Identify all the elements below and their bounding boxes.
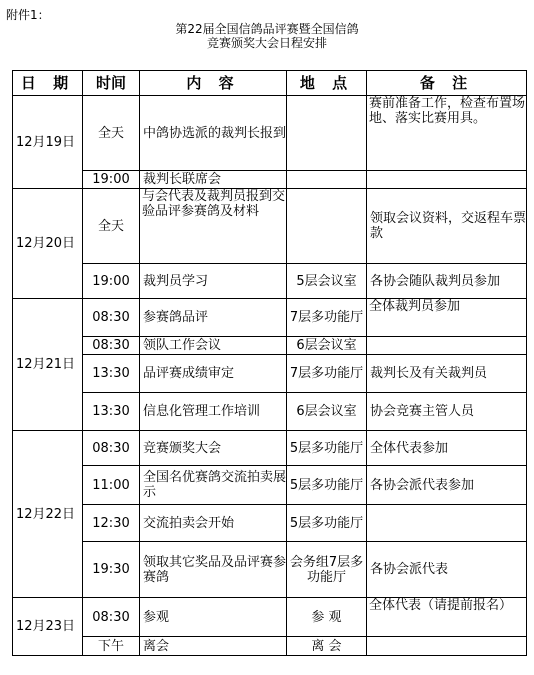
- header-date: 日 期: [13, 71, 83, 96]
- table-row: [13, 189, 527, 264]
- note-cell: [367, 637, 527, 656]
- document-title-line2: 竞赛颁奖大会日程安排: [206, 36, 327, 50]
- place-cell: 6层会议室: [287, 337, 367, 355]
- time-cell: 08:30: [83, 299, 140, 337]
- note-cell: 各协会派代表: [367, 542, 527, 598]
- place-cell: [287, 96, 367, 171]
- time-cell: 全天: [83, 96, 140, 171]
- table-row: [13, 171, 527, 189]
- time-cell: 13:30: [83, 393, 140, 431]
- place-cell: 5层多功能厅: [287, 431, 367, 466]
- table-row: [13, 431, 527, 466]
- time-cell: 全天: [83, 189, 140, 264]
- note-cell: 领取会议资料，交返程车票款: [367, 189, 527, 264]
- place-cell: 5层会议室: [287, 264, 367, 299]
- header-row: [13, 71, 527, 96]
- content-cell: 竞赛颁奖大会: [140, 431, 287, 466]
- note-cell: 裁判长及有关裁判员: [367, 355, 527, 393]
- time-cell: 08:30: [83, 431, 140, 466]
- note-cell: [367, 505, 527, 542]
- table-row: [13, 637, 527, 656]
- note-cell: [367, 171, 527, 189]
- place-cell: 5层多功能厅: [287, 466, 367, 505]
- header-content: 内 容: [140, 71, 287, 96]
- table-row: [13, 96, 527, 171]
- table-row: [13, 299, 527, 337]
- content-cell: 全国名优赛鸽交流拍卖展示: [140, 466, 287, 505]
- schedule-table: [12, 70, 527, 656]
- content-cell: 参观: [140, 598, 287, 637]
- table-row: [13, 466, 527, 505]
- time-cell: 13:30: [83, 355, 140, 393]
- attachment-label: 附件1：: [6, 8, 50, 22]
- content-cell: 领队工作会议: [140, 337, 287, 355]
- table-row: [13, 355, 527, 393]
- time-cell: 19:00: [83, 171, 140, 189]
- time-cell: 12:30: [83, 505, 140, 542]
- table-row: [13, 393, 527, 431]
- content-cell: 领取其它奖品及品评赛参赛鸽: [140, 542, 287, 598]
- date-cell: 12月21日: [13, 299, 83, 431]
- date-cell: 12月22日: [13, 431, 83, 598]
- time-cell: 08:30: [83, 598, 140, 637]
- content-cell: 离会: [140, 637, 287, 656]
- time-cell: 11:00: [83, 466, 140, 505]
- content-cell: 品评赛成绩审定: [140, 355, 287, 393]
- table-row: [13, 264, 527, 299]
- content-cell: 中鸽协选派的裁判长报到: [140, 96, 287, 171]
- place-cell: 5层多功能厅: [287, 505, 367, 542]
- content-cell: 信息化管理工作培训: [140, 393, 287, 431]
- content-cell: 参赛鸽品评: [140, 299, 287, 337]
- note-cell: 协会竞赛主管人员: [367, 393, 527, 431]
- place-cell: 7层多功能厅: [287, 355, 367, 393]
- date-cell: 12月20日: [13, 189, 83, 299]
- note-cell: 各协会随队裁判员参加: [367, 264, 527, 299]
- place-cell: [287, 171, 367, 189]
- header-time: 时间: [83, 71, 140, 96]
- content-cell: 裁判员学习: [140, 264, 287, 299]
- time-cell: 下午: [83, 637, 140, 656]
- note-cell: 全体裁判员参加: [367, 299, 527, 337]
- place-cell: 参 观: [287, 598, 367, 637]
- note-cell: 全体代表参加: [367, 431, 527, 466]
- header-place: 地 点: [287, 71, 367, 96]
- header-note: 备 注: [367, 71, 527, 96]
- note-cell: 全体代表（请提前报名）: [367, 598, 527, 637]
- place-cell: [287, 189, 367, 264]
- date-cell: 12月23日: [13, 598, 83, 656]
- time-cell: 19:00: [83, 264, 140, 299]
- table-row: [13, 598, 527, 637]
- document-title-line1: 第22届全国信鸽品评赛暨全国信鸽: [175, 22, 359, 36]
- note-cell: 赛前准备工作，检查布置场地、落实比赛用具。: [367, 96, 527, 171]
- place-cell: 离 会: [287, 637, 367, 656]
- date-cell: 12月19日: [13, 96, 83, 189]
- note-cell: [367, 337, 527, 355]
- content-cell: 交流拍卖会开始: [140, 505, 287, 542]
- time-cell: 19:30: [83, 542, 140, 598]
- table-row: [13, 542, 527, 598]
- place-cell: 7层多功能厅: [287, 299, 367, 337]
- table-row: [13, 337, 527, 355]
- note-cell: 各协会派代表参加: [367, 466, 527, 505]
- content-cell: 裁判长联席会: [140, 171, 287, 189]
- place-cell: 6层会议室: [287, 393, 367, 431]
- table-row: [13, 505, 527, 542]
- content-cell: 与会代表及裁判员报到交验品评参赛鸽及材料: [140, 189, 287, 264]
- time-cell: 08:30: [83, 337, 140, 355]
- place-cell: 会务组7层多功能厅: [287, 542, 367, 598]
